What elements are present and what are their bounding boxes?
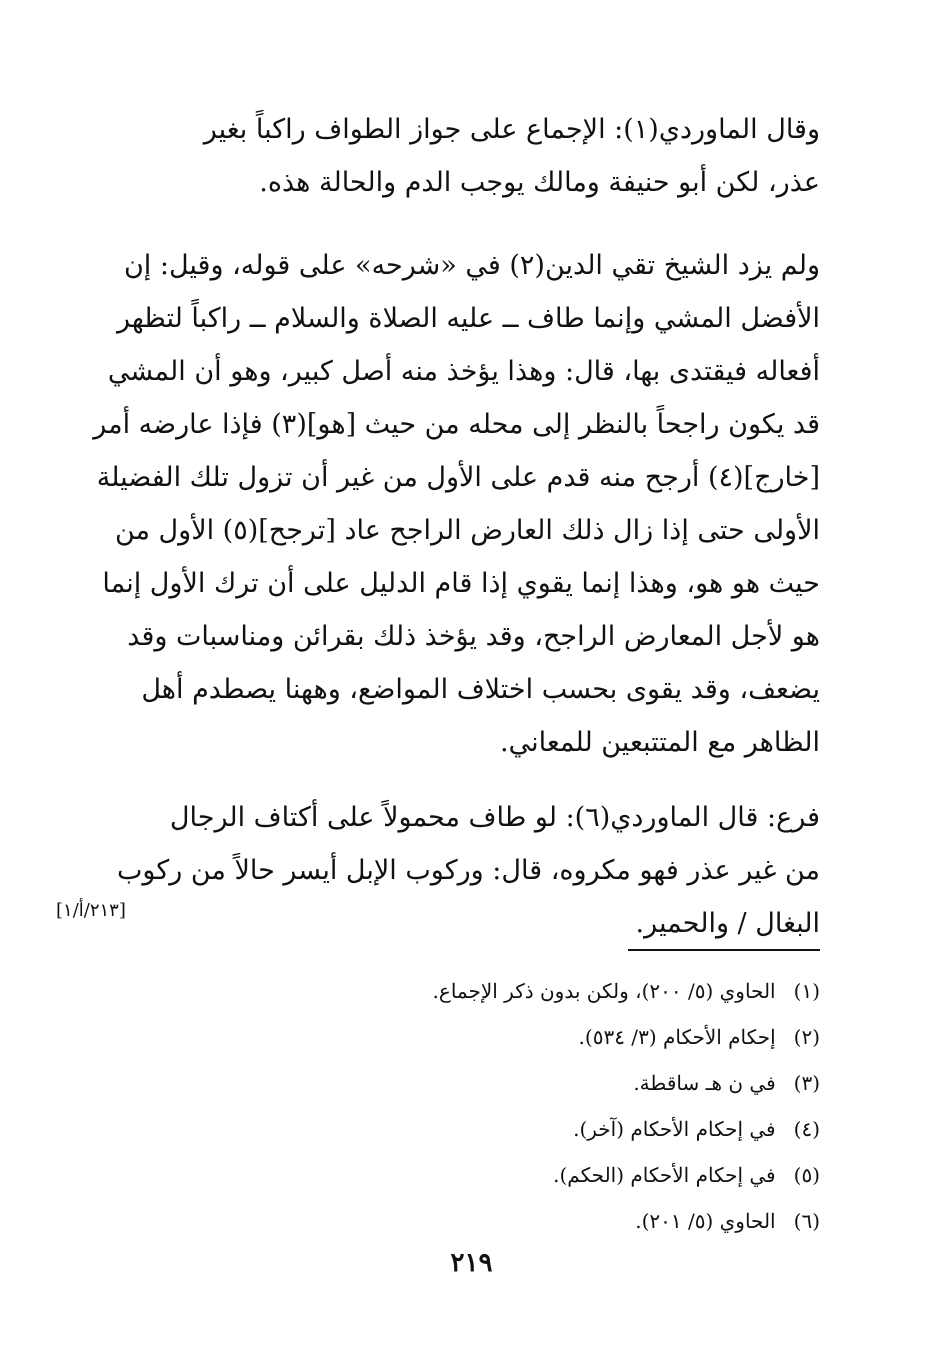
footnote-item bbox=[300, 1060, 820, 1106]
text-line: قد يكون راجحاً بالنظر إلى محله من حيث [هو](٣) فإذا عارضه أمر bbox=[93, 409, 820, 440]
text-line: ولم يزد الشيخ تقي الدين(٢) في «شرحه» على قوله، وقيل: إن bbox=[123, 250, 820, 281]
text-line: حيث هو هو، وهذا إنما يقوي إذا قام الدليل على أن ترك الأول إنما bbox=[102, 568, 820, 599]
paragraph-2 bbox=[93, 239, 820, 769]
text-line: فرع: قال الماوردي(٦): لو طاف محمولاً على أكتاف الرجال bbox=[169, 802, 820, 833]
text-line: الأفضل المشي وإنما طاف ــ عليه الصلاة والسلام ــ راكباً لتظهر bbox=[116, 303, 820, 334]
footnote-number: (٦) bbox=[793, 1209, 820, 1233]
footnote-text: في إحكام الأحكام (الحكم). bbox=[553, 1163, 776, 1187]
footnote-item bbox=[300, 1014, 820, 1060]
footnote-number: (٣) bbox=[793, 1071, 820, 1095]
footnote-text: الحاوي (٥/ ٢٠٠)، ولكن بدون ذكر الإجماع. bbox=[432, 979, 776, 1003]
text-line: من غير عذر فهو مكروه، قال: وركوب الإبل أيسر حالاً من ركوب bbox=[117, 855, 820, 886]
footnote-text: الحاوي (٥/ ٢٠١). bbox=[635, 1209, 776, 1233]
footnote-item bbox=[300, 1152, 820, 1198]
text-line: البغال / والحمير. bbox=[635, 908, 820, 939]
footnote-number: (٤) bbox=[793, 1117, 820, 1141]
text-line: الأولى حتى إذا زال ذلك العارض الراجح عاد [ترجح](٥) الأول من bbox=[114, 515, 820, 546]
text-line: هو لأجل المعارض الراجح، وقد يؤخذ ذلك بقرائن ومناسبات وقد bbox=[127, 621, 820, 652]
paragraph-3 bbox=[117, 791, 820, 950]
footnote-separator bbox=[628, 949, 820, 951]
footnote-item bbox=[300, 1106, 820, 1152]
footnote-text: في ن هـ ساقطة. bbox=[633, 1071, 776, 1095]
footnote-text: في إحكام الأحكام (آخر). bbox=[573, 1117, 776, 1141]
text-line: الظاهر مع المتتبعين للمعاني. bbox=[500, 727, 820, 758]
manuscript-folio-reference: [٢١٣/أ/١] bbox=[56, 900, 126, 921]
footnote-text: إحكام الأحكام (٣/ ٥٣٤). bbox=[578, 1025, 776, 1049]
footnote-number: (٢) bbox=[793, 1025, 820, 1049]
page-number: ٢١٩ bbox=[450, 1248, 493, 1278]
footnote-item bbox=[300, 1198, 820, 1244]
text-line: عذر، لكن أبو حنيفة ومالك يوجب الدم والحالة هذه. bbox=[259, 167, 820, 198]
text-line: يضعف، وقد يقوى بحسب اختلاف المواضع، وههنا يصطدم أهل bbox=[141, 674, 820, 705]
text-line: أفعاله فيقتدى بها، قال: وهذا يؤخذ منه أصل كبير، وهو أن المشي bbox=[107, 356, 820, 387]
footnote-number: (٥) bbox=[793, 1163, 820, 1187]
footnotes bbox=[300, 968, 820, 1244]
footnote-item bbox=[300, 968, 820, 1014]
text-line: وقال الماوردي(١): الإجماع على جواز الطواف راكباً بغير bbox=[203, 114, 820, 145]
paragraph-1 bbox=[148, 103, 820, 209]
footnote-number: (١) bbox=[793, 979, 820, 1003]
text-line: [خارج](٤) أرجح منه قدم على الأول من غير أن تزول تلك الفضيلة bbox=[96, 462, 820, 493]
